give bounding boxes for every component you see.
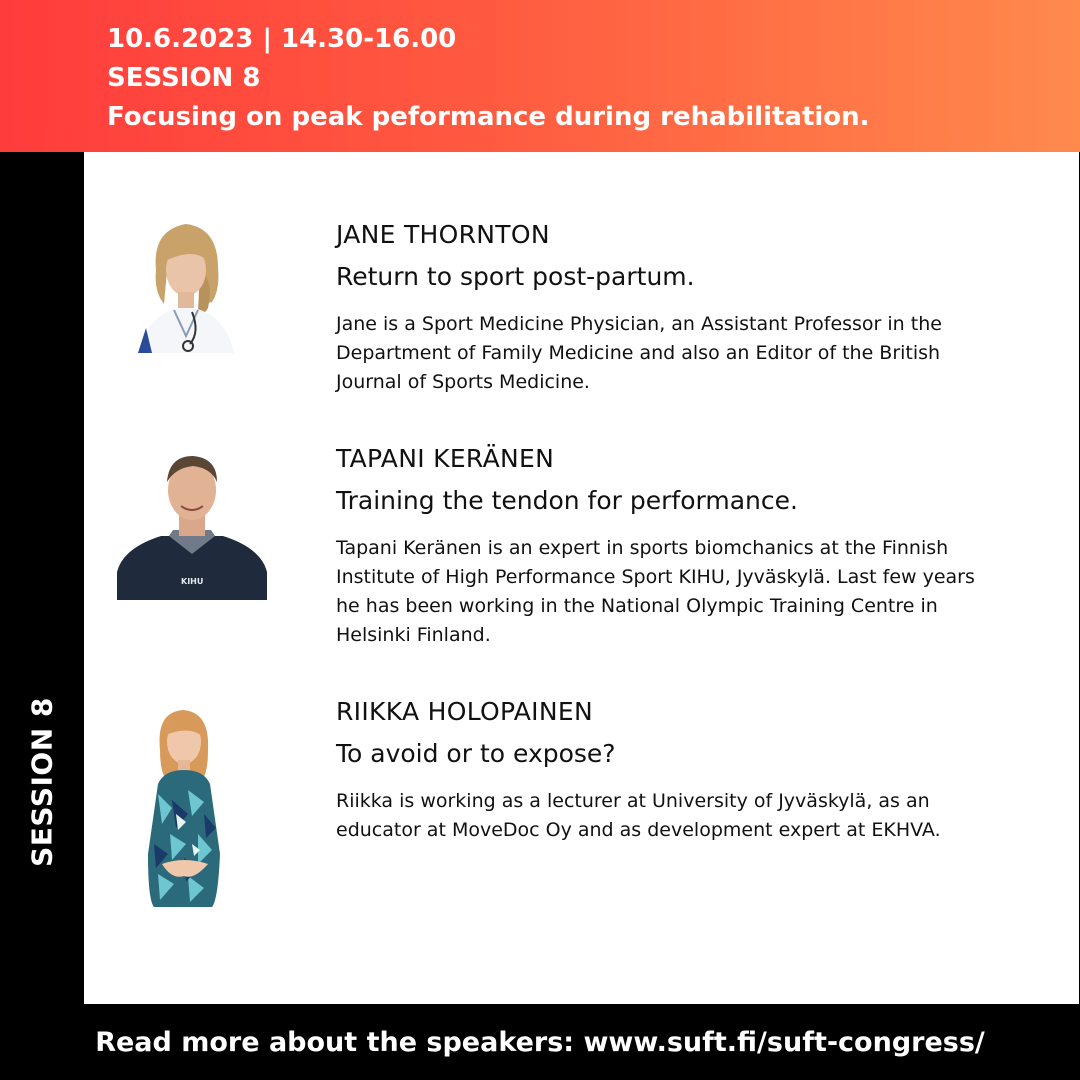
speakers-link[interactable]: www.suft.fi/suft-congress/ [583, 1026, 985, 1058]
session-theme: Focusing on peak peformance during rehabilitation. [107, 102, 870, 132]
footer-banner [0, 1004, 1080, 1080]
speaker-topic: To avoid or to expose? [336, 739, 616, 768]
footer-text [95, 1027, 985, 1058]
speaker-bio: Tapani Keränen is an expert in sports biomchanics at the Finnish Institute of High Performance Sport KIHU, Jyväskylä. Last few years he has been working in the National Olympic Training Centre in Helsinki Finland. [336, 537, 975, 646]
speakers-panel [84, 152, 1079, 1004]
speaker-photo-tapani-keranen [117, 450, 267, 600]
speaker-bio: Jane is a Sport Medicine Physician, an Assistant Professor in the Department of Family Medicine and also an Editor of the British Journal of Sports Medicine. [336, 313, 942, 393]
speaker-name: JANE THORNTON [336, 220, 550, 249]
shirt-logo: KIHU [181, 577, 204, 586]
sidebar [0, 152, 84, 1004]
session-datetime: 10.6.2023 | 14.30-16.00 [107, 24, 457, 54]
speaker-topic: Training the tendon for performance. [336, 486, 798, 515]
speaker-topic: Return to sport post-partum. [336, 262, 695, 291]
speaker-photo-jane-thornton [134, 220, 239, 353]
speaker-bio: Riikka is working as a lecturer at University of Jyväskylä, as an educator at MoveDoc Oy and as development expert at EKHVA. [336, 790, 941, 841]
sidebar-session-label: SESSION 8 [25, 697, 59, 867]
footer-prefix: Read more about the speakers: [95, 1026, 584, 1058]
speaker-photo-riikka-holopainen [128, 704, 238, 907]
speaker-name: TAPANI KERÄNEN [336, 444, 555, 473]
speaker-name: RIIKKA HOLOPAINEN [336, 697, 593, 726]
session-number: SESSION 8 [107, 63, 261, 93]
header-banner [0, 0, 1080, 152]
